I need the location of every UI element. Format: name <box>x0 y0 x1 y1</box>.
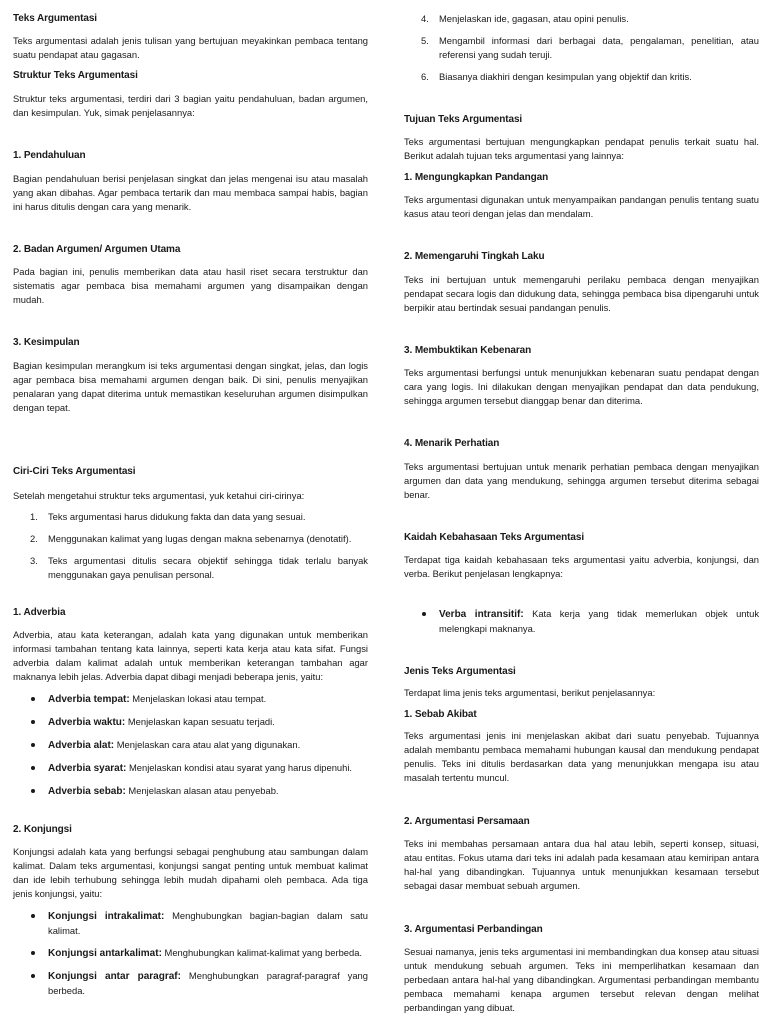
paragraph-membuktikan-kebenaran: Teks argumentasi berfungsi untuk menunjukkan kebenaran suatu pendapat dengan cara yang logis. Ini dilakukan dengan menyajikan pendapat dan data pendukung, sehingga argumen tersebut dianggap benar dan diterima. <box>404 367 759 406</box>
list-item <box>404 70 759 84</box>
term-label: Adverbia syarat: <box>48 763 127 774</box>
term-label: Verba intransitif: <box>439 609 524 620</box>
heading-ciri-ciri: Ciri-Ciri Teks Argumentasi <box>13 466 136 477</box>
adverbia-list <box>13 692 368 799</box>
term-desc: Menghubungkan paragraf-paragraf yang berbeda. <box>48 970 368 996</box>
list-item <box>13 969 368 998</box>
paragraph-adverbia: Adverbia, atau kata keterangan, adalah kata yang digunakan untuk memberikan informasi tambahan tentang kata lainnya, seperti kata kerja atau kata sifat. Fungsi adverbia dalam kalimat adalah untuk memberikan keterangan tambahan agar maknanya lebih jelas. Adverbia dapat dibagi menjadi beberapa jenis, yaitu: <box>13 629 368 682</box>
heading-jenis: Jenis Teks Argumentasi <box>404 666 516 677</box>
heading-sebab-akibat: 1. Sebab Akibat <box>404 709 477 720</box>
list-item <box>13 784 368 799</box>
list-item <box>13 692 368 707</box>
heading-menarik-perhatian: 4. Menarik Perhatian <box>404 438 500 449</box>
heading-badan-argumen: 2. Badan Argumen/ Argumen Utama <box>13 244 181 255</box>
paragraph-memengaruhi-tingkah-laku: Teks ini bertujuan untuk memengaruhi perilaku pembaca dengan menyajikan pendapat secara logis dan didukung data, sehingga pembaca bisa dipengaruhi untuk berpikir atau bertindak sesuai pandangan penulis. <box>404 274 759 313</box>
list-item <box>13 532 368 546</box>
ciri-list-continued <box>404 12 759 84</box>
list-number: 2. <box>30 533 38 544</box>
term-label: Konjungsi antarkalimat: <box>48 948 162 959</box>
term-desc: Menjelaskan kapan sesuatu terjadi. <box>127 716 275 727</box>
paragraph-menarik-perhatian: Teks argumentasi bertujuan untuk menarik perhatian pembaca dengan menyajikan argumen dan data yang mendukung, sehingga argumen tersebut diterima sebagai benar. <box>404 461 759 500</box>
paragraph-sebab-akibat: Teks argumentasi jenis ini menjelaskan akibat dari suatu penyebab. Tujuannya adalah membantu pembaca memahami hubungan kausal dan mendukung pendapat penulis. Teks ini ditulis berdasarkan data yang menunjukkan mengapa isu atau masalah tertentu muncul. <box>404 730 759 783</box>
heading-memengaruhi-tingkah-laku: 2. Memengaruhi Tingkah Laku <box>404 251 545 262</box>
paragraph-definisi: Teks argumentasi adalah jenis tulisan yang bertujuan meyakinkan pembaca tentang suatu pendapat atau gagasan. <box>13 35 368 60</box>
heading-argumentasi-perbandingan: 3. Argumentasi Perbandingan <box>404 924 543 935</box>
heading-membuktikan-kebenaran: 3. Membuktikan Kebenaran <box>404 345 532 356</box>
list-item <box>404 12 759 26</box>
list-text: Menjelaskan ide, gagasan, atau opini penulis. <box>439 13 629 24</box>
heading-adverbia: 1. Adverbia <box>13 607 66 618</box>
list-item <box>13 738 368 753</box>
verba-list <box>404 607 759 636</box>
list-text: Teks argumentasi ditulis secara objektif sehingga tidak terlalu banyak menggunakan gaya penulisan personal. <box>48 555 368 580</box>
paragraph-mengungkapkan-pandangan: Teks argumentasi digunakan untuk menyampaikan pandangan penulis tentang suatu kasus atau teori dengan jelas dan mendalam. <box>404 194 759 219</box>
list-item <box>13 761 368 776</box>
paragraph-kaidah-kebahasaan: Terdapat tiga kaidah kebahasaan teks argumentasi yaitu adverbia, konjungsi, dan verba. Berikut penjelasan lengkapnya: <box>404 554 759 579</box>
list-number: 4. <box>421 13 429 24</box>
list-number: 1. <box>30 511 38 522</box>
term-desc: Menghubungkan kalimat-kalimat yang berbeda. <box>164 947 363 958</box>
list-text: Teks argumentasi harus didukung fakta dan data yang sesuai. <box>48 511 306 522</box>
paragraph-jenis: Terdapat lima jenis teks argumentasi, berikut penjelasannya: <box>404 687 656 698</box>
term-desc: Menjelaskan kondisi atau syarat yang harus dipenuhi. <box>128 762 353 773</box>
heading-mengungkapkan-pandangan: 1. Mengungkapkan Pandangan <box>404 172 549 183</box>
paragraph-argumentasi-perbandingan: Sesuai namanya, jenis teks argumentasi ini membandingkan dua konsep atau situasi untuk mendukung sebuah argumen. Teks ini memperlihatkan kesamaan dan perbedaan antara hal-hal yang dibandingkan. Argumentasi perbandingan membantu pembaca memahami kenapa argumen tersebut relevan dengan melihat perbandingan yang dibuat. <box>404 946 759 1013</box>
heading-struktur: Struktur Teks Argumentasi <box>13 70 138 81</box>
list-item <box>13 715 368 730</box>
heading-argumentasi-persamaan: 2. Argumentasi Persamaan <box>404 816 530 827</box>
list-item <box>13 946 368 961</box>
list-text: Mengambil informasi dari berbagai data, pengalaman, penelitian, atau referensi yang sudah teruji. <box>439 35 759 60</box>
paragraph-argumentasi-persamaan: Teks ini membahas persamaan antara dua hal atau lebih, seperti konsep, situasi, atau entitas. Fokus utama dari teks ini adalah pada kesamaan atau kemiripan antara hal-hal yang dibandingkan. Tujuannya untuk menunjukkan kesamaan tersebut sebagai dasar membuat sebuah argumen. <box>404 838 759 891</box>
ciri-list <box>13 510 368 582</box>
paragraph-konjungsi: Konjungsi adalah kata yang berfungsi sebagai penghubung atau sambungan dalam kalimat. Dalam teks argumentasi, konjungsi sangat penting untuk membuat kalimat dan ide lebih terhubung sehingga lebih mudah dipahami oleh pembaca. Ada tiga jenis konjungsi, yaitu: <box>13 846 368 899</box>
list-item <box>13 909 368 938</box>
list-item <box>13 510 368 524</box>
konjungsi-list <box>13 909 368 998</box>
heading-pendahuluan: 1. Pendahuluan <box>13 150 86 161</box>
heading-tujuan: Tujuan Teks Argumentasi <box>404 114 523 125</box>
term-label: Adverbia alat: <box>48 740 115 751</box>
term-label: Konjungsi antar paragraf: <box>48 971 181 982</box>
paragraph-ciri-ciri: Setelah mengetahui struktur teks argumentasi, yuk ketahui ciri-cirinya: <box>13 490 305 501</box>
term-label: Adverbia tempat: <box>48 694 130 705</box>
list-number: 6. <box>421 71 429 82</box>
paragraph-kesimpulan: Bagian kesimpulan merangkum isi teks argumentasi dengan singkat, jelas, dan logis agar pembaca bisa memahami argumen dengan baik. Di sini, penulis menyajikan penalaran yang dapat diterima untuk memastikan keseluruhan argumen disimpulkan dengan tepat. <box>13 360 368 413</box>
paragraph-tujuan: Teks argumentasi bertujuan mengungkapkan pendapat penulis terkait suatu hal. Berikut adalah tujuan teks argumentasi yang lainnya: <box>404 136 759 161</box>
heading-kesimpulan: 3. Kesimpulan <box>13 337 80 348</box>
heading-teks-argumentasi: Teks Argumentasi <box>13 13 97 24</box>
list-text: Menggunakan kalimat yang lugas dengan makna sebenarnya (denotatif). <box>48 533 352 544</box>
term-desc: Menghubungkan bagian-bagian dalam satu kalimat. <box>48 910 368 936</box>
heading-konjungsi: 2. Konjungsi <box>13 824 72 835</box>
heading-kaidah-kebahasaan: Kaidah Kebahasaan Teks Argumentasi <box>404 532 584 543</box>
list-text: Biasanya diakhiri dengan kesimpulan yang objektif dan kritis. <box>439 71 692 82</box>
term-label: Konjungsi intrakalimat: <box>48 911 165 922</box>
term-desc: Menjelaskan cara atau alat yang digunakan. <box>116 739 301 750</box>
list-item <box>13 554 368 582</box>
list-item <box>404 34 759 62</box>
paragraph-pendahuluan: Bagian pendahuluan berisi penjelasan singkat dan jelas mengenai isu atau masalah yang akan dibahas. Agar pembaca tertarik dan mau membaca sampai habis, bagian ini harus ditulis dengan cara yang menarik. <box>13 173 368 212</box>
paragraph-struktur: Struktur teks argumentasi, terdiri dari 3 bagian yaitu pendahuluan, badan argumen, dan kesimpulan. Yuk, simak penjelasannya: <box>13 93 368 118</box>
list-number: 3. <box>30 555 38 566</box>
paragraph-badan-argumen: Pada bagian ini, penulis memberikan data atau hasil riset secara terstruktur dan sistematis agar pembaca bisa memahami argumen yang disampaikan dengan mudah. <box>13 266 368 305</box>
term-desc: Kata kerja yang tidak memerlukan objek untuk melengkapi maknanya. <box>439 608 760 634</box>
term-label: Adverbia sebab: <box>48 786 126 797</box>
list-item <box>404 607 759 636</box>
term-desc: Menjelaskan alasan atau penyebab. <box>128 785 279 796</box>
term-desc: Menjelaskan lokasi atau tempat. <box>132 693 267 704</box>
term-label: Adverbia waktu: <box>48 717 126 728</box>
list-number: 5. <box>421 35 429 46</box>
